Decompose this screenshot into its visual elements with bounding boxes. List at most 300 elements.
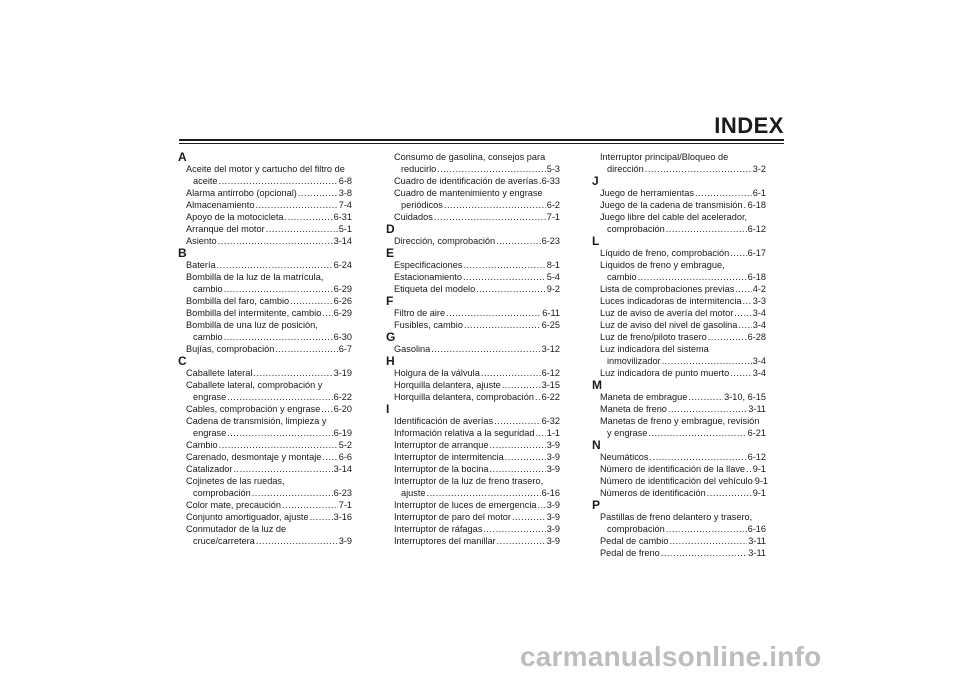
index-entry [386,535,560,547]
index-entry-text: Manetas de freno y embrague, revisión [600,416,760,426]
index-page-number: 3-11 [748,536,766,546]
index-page-number: 3-15 [541,380,560,390]
index-page-number: 6-26 [333,296,352,306]
index-entry [386,439,560,451]
index-entry-text: Líquido de freno, comprobación [600,248,730,258]
index-page-number: 3-16 [333,512,352,522]
dot-leader [505,451,546,463]
index-entry [592,331,766,343]
index-entry-continuation [592,223,766,235]
dot-leader [310,511,333,523]
dot-leader [496,235,541,247]
index-entry-text: Bujías, comprobación [186,344,275,354]
index-entry [178,475,352,487]
dot-leader [730,367,751,379]
index-entry [592,187,766,199]
index-page-number: 8-1 [546,260,560,270]
index-entry-text: Dirección, comprobación [394,236,496,246]
index-page-number: 3-4 [752,320,766,330]
index-entry-text: Holgura de la válvula [394,368,480,378]
index-entry-text: Luces indicadoras de intermitencia [600,296,742,306]
index-entry-text: Interruptor de paro del motor [394,512,511,522]
index-entry [592,451,766,463]
index-entry-text: Luz de freno/piloto trasero [600,332,707,342]
index-entry-text: Interruptor de la bocina [394,464,489,474]
index-entry-continuation [386,487,560,499]
index-section-letter: P [592,498,601,512]
index-entry-text: Cojinetes de las ruedas, [186,476,285,486]
index-entry-text: engrase [193,428,227,438]
dot-leader [282,499,338,511]
index-entry [178,367,352,379]
index-page-number: 9-1 [752,488,766,498]
index-page-number: 6-31 [333,212,352,222]
index-entry-text: Filtro de aire [394,308,446,318]
index-entry [178,259,352,271]
index-page-number: 6-22 [541,392,560,402]
index-entry-continuation [592,523,766,535]
index-page-number: 9-1 [754,476,768,486]
index-entry [592,211,766,223]
index-page-number: 3-9 [546,512,560,522]
index-entry [592,403,766,415]
dot-leader [463,259,545,271]
dot-leader [321,403,332,415]
index-page-number: 6-29 [333,308,352,318]
index-section-letter: H [386,354,395,368]
dot-leader [219,439,338,451]
index-entry-text: cambio [193,284,223,294]
index-entry-text: Identificación de averías [394,416,494,426]
dot-leader [512,511,546,523]
index-entry [178,523,352,535]
header-rule-thick [179,139,784,141]
dot-leader [476,283,546,295]
index-page-number: 6-33 [541,176,560,186]
index-entry [386,211,560,223]
index-page-number: 6-19 [333,428,352,438]
index-entry-text: Número de identificación de la llave [600,464,746,474]
dot-leader [668,403,747,415]
index-entry-continuation [592,427,766,439]
index-page-number: 6-21 [747,428,766,438]
index-entry [178,415,352,427]
index-entry-text: Interruptor de arranque [394,440,489,450]
index-page-number: 7-4 [338,200,352,210]
index-entry-text: engrase [193,392,227,402]
index-column-3 [592,151,766,559]
index-entry [592,319,766,331]
index-entry-text: comprobación [607,524,665,534]
index-entry-text: Etiqueta del modelo [394,284,476,294]
dot-leader [434,211,546,223]
index-entry-text: Conjunto amortiguador, ajuste [186,512,309,522]
index-entry-text: Luz de aviso del nivel de gasolina [600,320,738,330]
index-page-number: 6-28 [747,332,766,342]
dot-leader [224,283,333,295]
index-entry-text: Horquilla delantera, ajuste [394,380,501,390]
index-page-number: 4-2 [752,284,766,294]
index-entry [178,439,352,451]
index-entry-text: Luz indicadora de punto muerto [600,368,730,378]
dot-leader [285,211,333,223]
dot-leader [217,259,333,271]
index-entry [178,295,352,307]
dot-leader [483,523,545,535]
index-section-letter: L [592,234,600,248]
index-page-number: 3-8 [338,188,352,198]
index-entry-text: Interruptor de la luz de freno trasero, [394,476,544,486]
index-page-number: 5-1 [338,224,352,234]
index-page-number: 3-9 [546,524,560,534]
index-page-number: 5-2 [338,440,352,450]
index-entry-continuation [592,163,766,175]
index-entry-continuation [178,427,352,439]
index-page-number: 3-9 [546,464,560,474]
index-section-letter: F [386,294,394,308]
index-entry-text: Color mate, precaución [186,500,281,510]
index-page-number: 6-17 [747,248,766,258]
index-page-number: 6-29 [333,284,352,294]
index-page-number: 6-16 [541,488,560,498]
index-entry-text: Juego de herramientas [600,188,694,198]
dot-leader [218,235,333,247]
dot-leader [538,499,546,511]
index-entry-text: Número de identificación del vehículo [600,476,753,486]
index-entry-text: Consumo de gasolina, consejos para [394,152,546,162]
dot-leader [437,163,545,175]
index-entry [178,343,352,355]
index-entry [178,319,352,331]
index-entry [178,163,352,175]
index-page-number: 6-23 [333,488,352,498]
dot-leader [535,427,545,439]
index-entry-text: Luz de aviso de avería del motor [600,308,734,318]
index-page-number: 6-12 [747,224,766,234]
index-entry [386,187,560,199]
index-entry-text: Información relativa a la seguridad [394,428,535,438]
dot-leader [539,175,541,187]
index-page-number: 6-23 [541,236,560,246]
index-entry-text: Maneta de freno [600,404,667,414]
index-page-number: 7-1 [546,212,560,222]
dot-leader [669,535,747,547]
dot-leader [219,175,338,187]
index-entry-text: comprobación [193,488,251,498]
index-entry [386,271,560,283]
index-entry [592,547,766,559]
index-entry-text: Batería [186,260,216,270]
index-entry [178,271,352,283]
index-entry-text: periódicos [401,200,443,210]
dot-leader [427,487,541,499]
index-page-number: 1-1 [546,428,560,438]
dot-leader [734,307,751,319]
index-page-number: 6-8 [338,176,352,186]
index-entry [386,343,560,355]
index-section-letter: G [386,330,396,344]
index-entry-text: y engrase [607,428,648,438]
index-entry [178,187,352,199]
index-entry-text: dirección [607,164,644,174]
index-page-number: 3-9 [546,452,560,462]
index-entry [592,307,766,319]
index-entry-text: Bombilla del intermitente, cambio [186,308,322,318]
dot-leader [255,199,337,211]
index-entry [592,463,766,475]
index-section-letter: D [386,222,395,236]
index-page-number: 7-1 [338,500,352,510]
dot-leader [233,463,332,475]
dot-leader [290,295,332,307]
index-entry-text: Cuadro de identificación de averías [394,176,539,186]
index-entry [386,151,560,163]
watermark: carmanualsonline.info [520,641,822,672]
dot-leader [662,355,752,367]
index-entry [178,511,352,523]
index-entry-text: Neumáticos [600,452,649,462]
index-entry-text: cambio [193,332,223,342]
index-entry-text: inmovilizador [607,356,661,366]
index-entry [386,379,560,391]
index-entry [386,283,560,295]
dot-leader [444,199,546,211]
index-entry-continuation [178,175,352,187]
index-section-letter: A [178,150,187,164]
index-page-number: 6-12 [747,452,766,462]
index-entry-text: Cambio [186,440,218,450]
index-entry-text: Juego libre del cable del acelerador, [600,212,748,222]
index-entry-text: Almacenamiento [186,200,255,210]
dot-leader [224,331,333,343]
index-page-number: 3-4 [752,356,766,366]
index-entry [592,415,766,427]
index-entry [178,235,352,247]
index-page-number: 3-9 [546,500,560,510]
index-entry-text: Bombilla de la luz de la matrícula, [186,272,324,282]
dot-leader [502,379,541,391]
index-entry-text: Interruptor principal/Bloqueo de [600,152,729,162]
index-entry [178,223,352,235]
dot-leader [497,535,546,547]
index-entry-text: aceite [193,176,218,186]
index-entry-text: Asiento [186,236,217,246]
index-entry-text: Horquilla delantera, comprobación [394,392,534,402]
index-page-number: 3-3 [752,296,766,306]
index-section-letter: E [386,246,395,260]
index-page-number: 6-20 [333,404,352,414]
index-entry [178,307,352,319]
dot-leader [744,199,747,211]
dot-leader [227,391,332,403]
dot-leader [431,343,540,355]
index-entry-continuation [178,487,352,499]
index-entry [592,259,766,271]
index-entry [178,199,352,211]
index-entry [386,475,560,487]
index-entry [386,523,560,535]
index-entry-text: Pedal de cambio [600,536,669,546]
dot-leader [742,295,751,307]
index-entry [592,535,766,547]
index-entry-text: Especificaciones [394,260,463,270]
index-section-letter: J [592,174,599,188]
dot-leader [275,343,337,355]
index-entry-text: ajuste [401,488,426,498]
index-entry-text: Juego de la cadena de transmisión [600,200,743,210]
index-entry-text: reducirlo [401,164,437,174]
index-entry-text: Cables, comprobación y engrase [186,404,321,414]
index-entry [386,319,560,331]
index-entry-text: Cadena de transmisión, limpieza y [186,416,327,426]
dot-leader [490,439,546,451]
index-entry-text: Pedal de freno [600,548,660,558]
index-entry [592,367,766,379]
index-entry [592,151,766,163]
index-column-1 [178,151,352,547]
index-entry-text: Cuadro de mantenimiento y engrase [394,188,543,198]
index-page-number: 6-1 [752,188,766,198]
index-column-2 [386,151,560,547]
dot-leader [227,427,332,439]
index-entry-text: Interruptor de intermitencia [394,452,504,462]
index-entry [386,463,560,475]
dot-leader [464,319,541,331]
index-entry-text: Fusibles, cambio [394,320,463,330]
index-page-number: 3-9 [546,536,560,546]
index-entry-text: Números de identificación [600,488,706,498]
index-section-letter: B [178,246,187,260]
index-entry [386,451,560,463]
index-entry-text: Gasolina [394,344,431,354]
index-entry-text: Pastillas de freno delantero y trasero, [600,512,753,522]
index-entry-text: cambio [607,272,637,282]
dot-leader [730,247,746,259]
index-entry [386,175,560,187]
index-page-number: 6-2 [546,200,560,210]
index-page-number: 3-2 [752,164,766,174]
header-rule-thin [179,143,784,144]
index-page-number: 3-19 [333,368,352,378]
dot-leader [708,331,747,343]
index-page-number: 3-4 [752,368,766,378]
index-entry [592,247,766,259]
index-entry-continuation [386,163,560,175]
index-page-number: 6-24 [333,260,352,270]
dot-leader [638,271,747,283]
index-entry [178,451,352,463]
index-page-number: 6-22 [333,392,352,402]
index-page-number: 6-6 [338,452,352,462]
index-page-number: 6-12 [541,368,560,378]
dot-leader [707,487,752,499]
index-page-number: 3-14 [333,464,352,474]
dot-leader [490,463,546,475]
dot-leader [535,391,541,403]
index-entry-text: Bombilla de una luz de posición, [186,320,318,330]
index-entry [178,211,352,223]
index-entry-text: comprobación [607,224,665,234]
index-section-letter: N [592,438,601,452]
index-entry [386,415,560,427]
index-page-number: 6-18 [747,272,766,282]
index-page-number: 3-14 [333,236,352,246]
dot-leader [253,367,332,379]
dot-leader [645,163,752,175]
dot-leader [688,391,723,403]
index-entry [592,295,766,307]
dot-leader [252,487,333,499]
index-entry-text: Interruptores del manillar [394,536,496,546]
index-page-number: 3-11 [748,548,766,558]
index-entry-text: Estacionamiento [394,272,462,282]
dot-leader [648,427,746,439]
dot-leader [666,523,747,535]
index-page-number: 6-25 [541,320,560,330]
index-entry-text: Conmutador de la luz de [186,524,287,534]
index-page-number: 3-4 [752,308,766,318]
index-entry [386,235,560,247]
dot-leader [256,535,338,547]
dot-leader [494,415,541,427]
index-section-letter: M [592,378,602,392]
index-entry [592,199,766,211]
index-page-number: 9-1 [752,464,766,474]
index-page-number: 5-3 [546,164,560,174]
index-entry-text: Interruptor de luces de emergencia [394,500,537,510]
index-entry [386,511,560,523]
index-entry-continuation [178,535,352,547]
index-entry [592,343,766,355]
index-entry-text: Arranque del motor [186,224,265,234]
dot-leader [322,451,337,463]
dot-leader [746,463,752,475]
index-page-number: 9-2 [546,284,560,294]
index-entry-text: Caballete lateral, comprobación y [186,380,323,390]
index-entry [592,391,766,403]
index-page-number: 6-18 [747,200,766,210]
index-entry [592,487,766,499]
index-page-number: 6-32 [541,416,560,426]
index-section-letter: C [178,354,187,368]
page-title: INDEX [714,113,784,138]
dot-leader [446,307,541,319]
index-entry-continuation [386,199,560,211]
dot-leader [666,223,747,235]
index-page-number: 3-12 [541,344,560,354]
dot-leader [481,367,541,379]
index-entry-text: Líquidos de freno y embrague, [600,260,725,270]
index-entry-text: Lista de comprobaciones previas [600,284,735,294]
index-page-number: 6-7 [338,344,352,354]
index-page-number: 3-11 [748,404,766,414]
index-entry [178,463,352,475]
index-entry-text: Cuidados [394,212,433,222]
index-entry-text: Luz indicadora del sistema [600,344,709,354]
index-entry [386,367,560,379]
dot-leader [463,271,546,283]
index-entry-text: cruce/carretera [193,536,255,546]
dot-leader [735,283,751,295]
index-page-number: 3-9 [338,536,352,546]
index-entry [386,259,560,271]
index-entry [178,403,352,415]
index-entry-continuation [178,391,352,403]
index-entry [592,475,766,487]
index-entry-text: Carenado, desmontaje y montaje [186,452,322,462]
dot-leader [661,547,748,559]
dot-leader [650,451,747,463]
